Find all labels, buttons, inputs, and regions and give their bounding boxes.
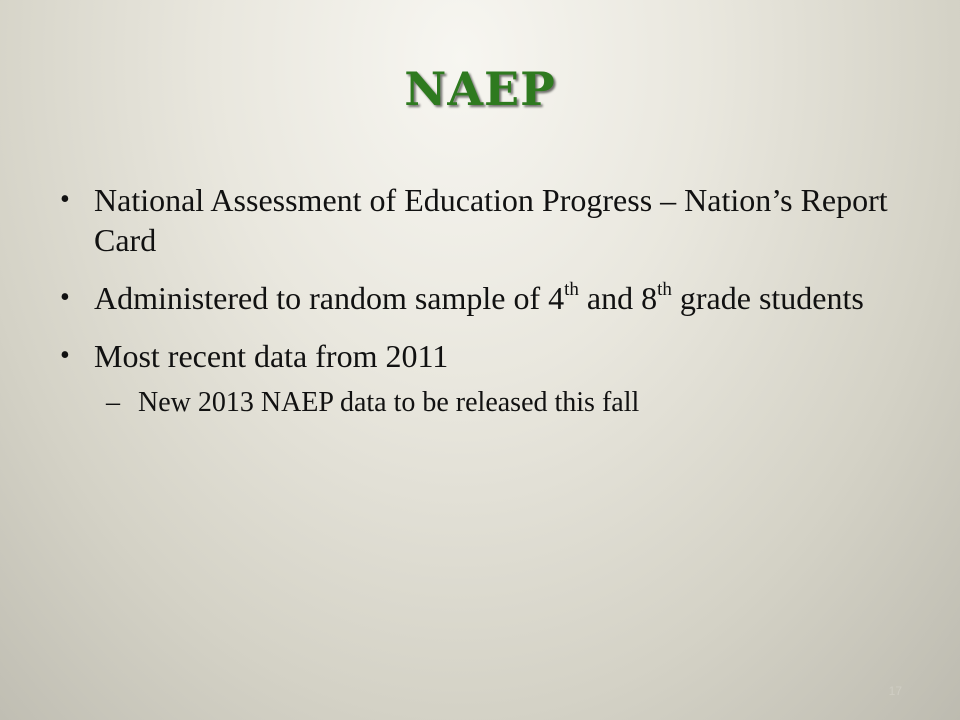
sub-bullet-item <box>106 386 900 420</box>
bullet-icon: • <box>60 340 70 371</box>
superscript: th <box>657 279 672 300</box>
bullet-icon: • <box>60 184 70 215</box>
bullet-item <box>60 336 900 376</box>
bullet-text-part: and 8 <box>578 280 658 316</box>
bullet-text: Most recent data from 2011 <box>94 338 449 374</box>
bullet-icon: • <box>60 282 70 313</box>
slide-title: NAEP <box>404 62 556 116</box>
superscript: th <box>564 279 579 300</box>
bullet-text: National Assessment of Education Progress – Nation’s Report Card <box>94 182 888 258</box>
bullet-list <box>60 180 900 420</box>
dash-icon: – <box>106 387 120 418</box>
bullet-item <box>60 278 900 318</box>
bullet-text-part: Administered to random sample of 4 <box>94 280 565 316</box>
sub-bullet-text: New 2013 NAEP data to be released this fall <box>138 387 640 418</box>
bullet-text-part: grade students <box>671 280 864 316</box>
slide-number: 17 <box>888 684 902 698</box>
bullet-item <box>60 180 900 260</box>
